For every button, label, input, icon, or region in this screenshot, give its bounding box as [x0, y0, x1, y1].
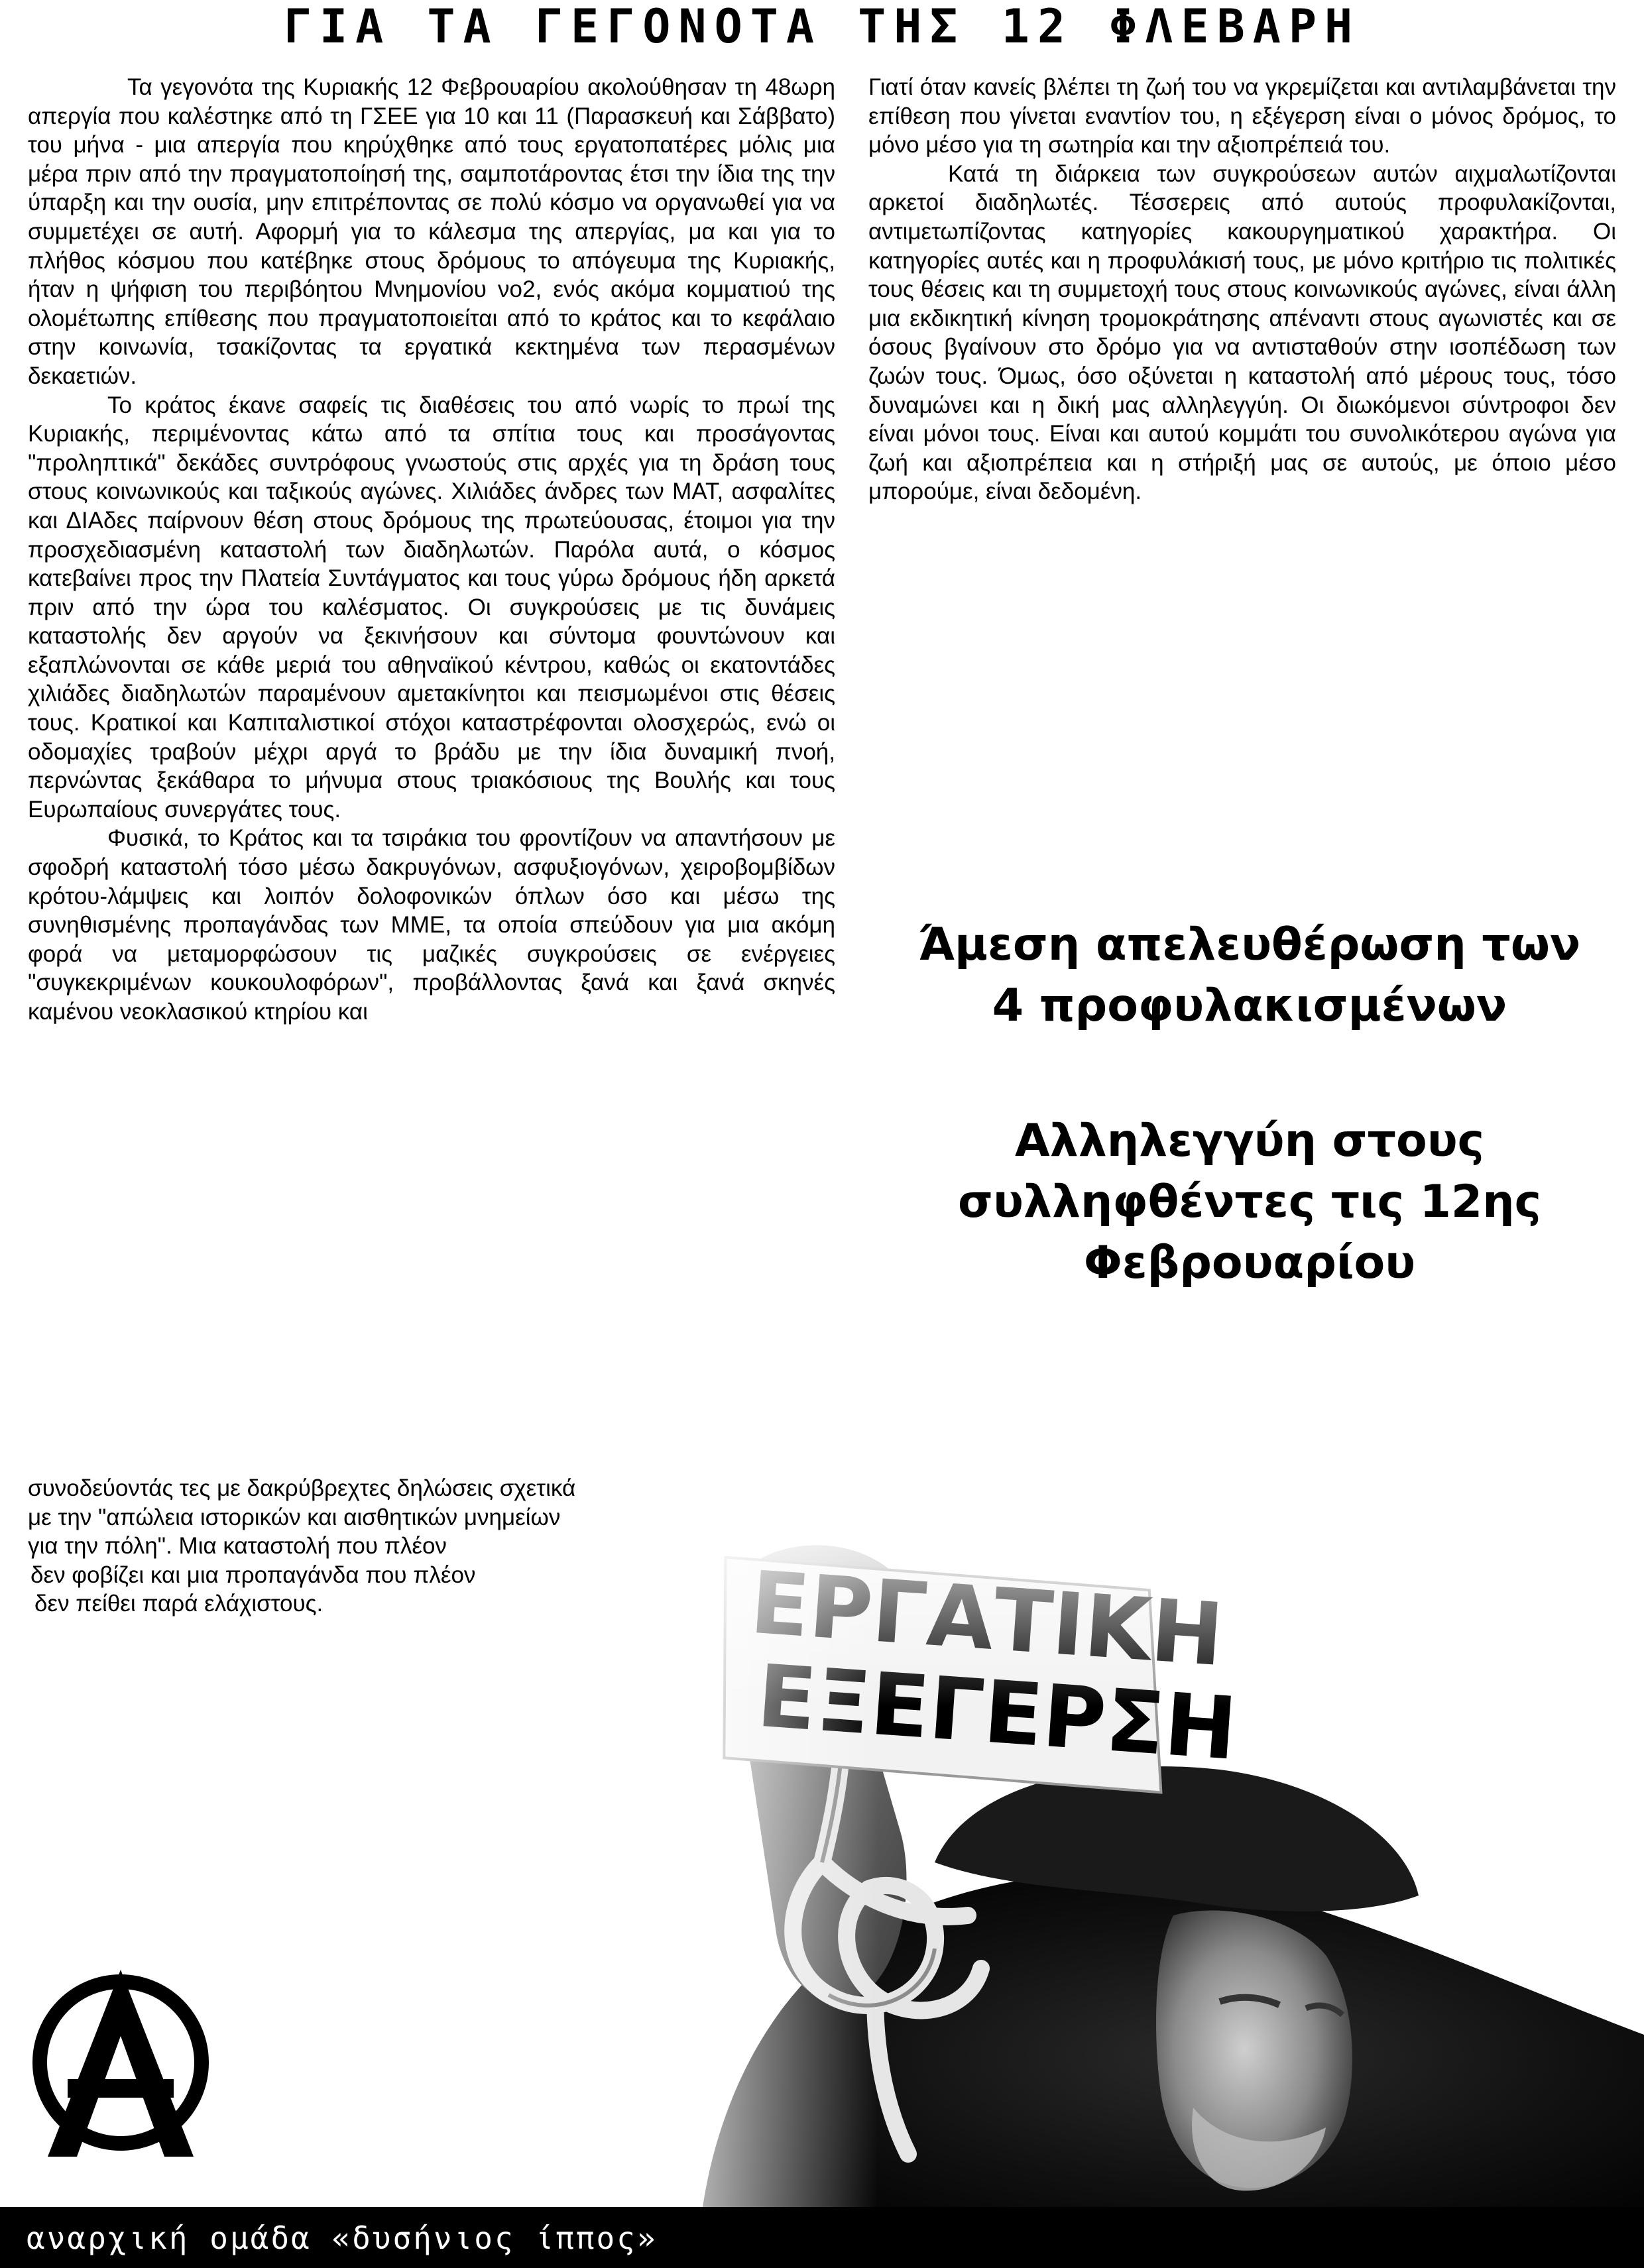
left-column [28, 73, 835, 1027]
right-column [868, 73, 1616, 506]
text-line: με την "απώλεια ιστορικών και αισθητικών μνημείων [28, 1504, 561, 1530]
slogan-line: συλληφθέντες τις 12ης [958, 1176, 1541, 1228]
group-signature: αναρχική ομάδα «δυσήνιος ίππος» [27, 2220, 658, 2256]
slogan-line: Αλληλεγγύη στους [1015, 1115, 1484, 1167]
paragraph: Κατά τη διάρκεια των συγκρούσεων αυτών αιχμαλωτίζονται αρκετοί διαδηλωτές. Τέσσερεις από αυτούς προφυλακίζονται, αντιμετωπίζοντας κατηγορίες κακουργηματικού χαρακτήρα. Οι κατηγορίες αυτές και η προφυλάκισή τους, με μόνο κριτήριο τις πολιτικές τους θέσεις και τη συμμετοχή τους στους κοινωνικούς αγώνες, είναι άλλη μια εκδικητική κίνηση τρομοκράτησης απέναντι στους αγωνιστές και σε όσους βγαίνουν στο δρόμο για να αντισταθούν στην ισοπέδωση των ζωών τους. Όμως, όσο οξύνεται η καταστολή από μέρους τους, τόσο δυναμώνει και η δική μας αλληλεγγύη. Οι διωκόμενοι σύντροφοι δεν είναι μόνοι τους. Είναι και αυτού κομμάτι του συνολικότερου αγώνα για ζωή και αξιοπρέπεια και η στήριξή μας σε αυτούς, με όποιο μέσο μπορούμε, είναι δεδομένη. [868, 160, 1616, 505]
paragraph: Γιατί όταν κανείς βλέπει τη ζωή του να γκρεμίζεται και αντιλαμβάνεται την επίθεση που γίνεται εναντίον του, η εξέγερση είναι ο μόνος δρόμος, το μόνο μέσο για τη σωτηρία και την αξιοπρέπειά του. [868, 74, 1616, 158]
paragraph: Φυσικά, το Κράτος και τα τσιράκια του φροντίζουν να απαντήσουν με σφοδρή καταστολή τόσο μέσω δακρυγόνων, ασφυξιογόνων, χειροβομβίδων κρότου-λάμψεις και λοιπόν δολοφονικών όπλων όσο και μέσω της συνηθισμένης προπαγάνδας των ΜΜΕ, τα οποία σπεύδουν για μια ακόμη φορά να μεταμορφώσουν τις μαζικές συγκρούσεις σε ενέργειες "συγκεκριμένων κουκουλοφόρων", προβάλλοντας ξανά και ξανά σκηνές καμένου νεοκλασικού κτηρίου και [28, 825, 835, 1025]
text-line: δεν φοβίζει και μια προπαγάνδα που πλέον [30, 1561, 476, 1588]
page-title: ΓΙΑ ΤΑ ΓΕΓΟΝΟΤΑ ΤΗΣ 12 ΦΛΕΒΑΡΗ [283, 0, 1361, 54]
protester-photo [623, 1491, 1644, 2207]
slogan-line: Φεβρουαρίου [1083, 1237, 1416, 1289]
paragraph: Το κράτος έκανε σαφείς τις διαθέσεις του από νωρίς το πρωί της Κυριακής, περιμένοντας κάτω από τα σπίτια τους και προσάγοντας "προληπτικά" δεκάδες συντρόφους γνωστούς στις αρχές για τη δράση τους στους κοινωνικούς και ταξικούς αγώνες. Χιλιάδες άνδρες των ΜΑΤ, ασφαλίτες και ΔΙΑδες παίρνουν θέση στους δρόμους της πρωτεύουσας, έτοιμοι για την προσχεδιασμένη καταστολή των διαδηλωτών. Παρόλα αυτά, ο κόσμος κατεβαίνει προς την Πλατεία Συντάγματος και τους γύρω δρόμους ήδη αρκετά πριν από την ώρα του καλέσματος. Οι συγκρούσεις με τις δυνάμεις καταστολής δεν αργούν να ξεκινήσουν και σύντομα φουντώνουν και εξαπλώνονται σε κάθε μεριά του αθηναϊκού κέντρου, καθώς οι εκατοντάδες χιλιάδες διαδηλωτών παραμένουν αμετακίνητοι και πεισμωμένοι στις θέσεις τους. Κρατικοί και Καπιταλιστικοί στόχοι καταστρέφονται ολοσχερώς, ενώ οι οδομαχίες τραβούν μέχρι αργά το βράδυ με την ίδια δυναμική πνοή, περνώντας ξεκάθαρα το μήνυμα στους τριακόσιους της Βουλής και τους Ευρωπαίους συνεργάτες τους. [28, 392, 835, 822]
slogan-solidarity [868, 1111, 1631, 1294]
left-column-tail [28, 1474, 704, 1618]
slogan-release [868, 915, 1631, 1037]
paragraph: Τα γεγονότα της Κυριακής 12 Φεβρουαρίου ακολούθησαν τη 48ωρη απεργία που καλέστηκε από τη ΓΣΕΕ για 10 και 11 (Παρασκευή και Σάββατο) του μήνα - μια απεργία που κηρύχθηκε από τους εργατοπατέρες μόλις μια μέρα πριν από την πραγματοποίησή της, σαμποτάροντας έτσι την ίδια της την ύπαρξη και την ουσία, μην επιτρέποντας σε πολύ κόσμο να οργανωθεί για να συμμετέχει σε αυτή. Αφορμή για το κάλεσμα της απεργίας, μα και για το πλήθος κόσμου που κατέβηκε στους δρόμους το απόγευμα της Κυριακής, ήταν η ψήφιση του περιβόητου Μνημονίου νο2, ενός ακόμα κομματιού της ολομέτωπης επίθεσης που πραγματοποιείται από το κράτος και το κεφάλαιο στην κοινωνία, τσακίζοντας τα εργατικά κεκτημένα των περασμένων δεκαετιών. [28, 74, 835, 389]
slogan-line: Άμεση απελευθέρωση των [918, 919, 1581, 971]
slogan-line: 4 προφυλακισμένων [992, 980, 1507, 1032]
text-line: για την πόλη". Μια καταστολή που πλέον [28, 1533, 447, 1559]
text-line: συνοδεύοντάς τες με δακρύβρεχτες δηλώσεις σχετικά [28, 1475, 576, 1501]
text-line: δεν πείθει παρά ελάχιστους. [34, 1591, 323, 1617]
anarchy-symbol-icon [21, 1963, 220, 2162]
footer-bar [0, 2207, 1644, 2268]
